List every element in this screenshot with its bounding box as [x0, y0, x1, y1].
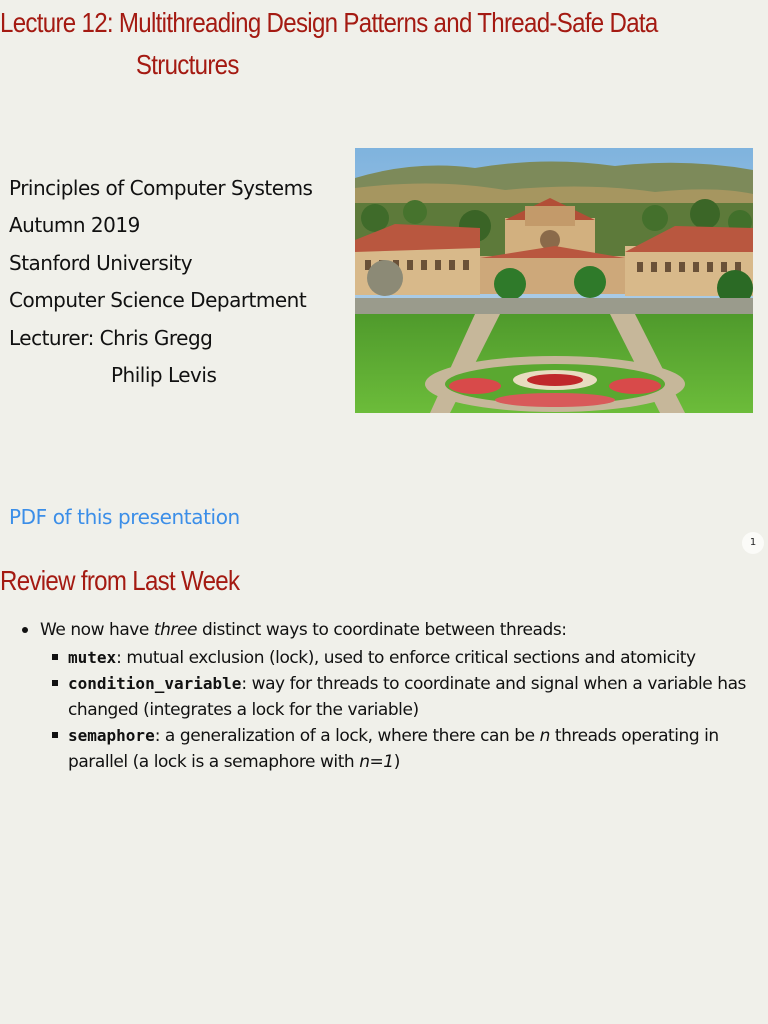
- intro-prefix: We now have: [40, 620, 154, 640]
- course-name: Principles of Computer Systems: [9, 176, 313, 200]
- department-name: Computer Science Department: [9, 288, 307, 313]
- lecture-title: [0, 2, 660, 86]
- sub-bullet-mutex: [68, 645, 752, 671]
- campus-illustration: [355, 148, 753, 413]
- semaphore-text-b: threads operating in parallel (a lock is a semaphore with: [68, 726, 719, 772]
- course-term: Autumn 2019: [9, 213, 140, 238]
- semaphore-em-n: n: [539, 726, 550, 746]
- university-name: Stanford University: [9, 250, 193, 275]
- semaphore-text-a: : a generalization of a lock, where there can be: [154, 726, 540, 746]
- bullet-intro: [22, 617, 752, 643]
- stanford-campus-photo: [355, 148, 753, 413]
- course-info: [9, 170, 312, 394]
- code-semaphore: semaphore: [68, 726, 155, 745]
- sub-bullet-semaphore: [68, 723, 752, 775]
- section-title: Review from Last Week: [0, 565, 240, 596]
- page-number-badge: 1: [742, 532, 764, 554]
- condition-variable-description: : way for threads to coordinate and signal when a variable has changed (integrates a lock for the variable): [68, 674, 746, 720]
- sub-bullet-condition-variable: [68, 671, 752, 723]
- lecture-title-line2: Structures: [135, 49, 239, 80]
- semaphore-em-n1: n=1: [359, 752, 394, 772]
- pdf-presentation-link[interactable]: PDF of this presentation: [9, 505, 240, 529]
- mutex-description: : mutual exclusion (lock), used to enforce critical sections and atomicity: [116, 648, 696, 668]
- code-mutex: mutex: [68, 648, 117, 667]
- intro-suffix: distinct ways to coordinate between threads:: [196, 620, 567, 640]
- bullet-list: [22, 617, 752, 775]
- sub-bullet-list: [22, 645, 752, 775]
- code-condition-variable: condition_variable: [68, 674, 242, 693]
- lecturer-line: Lecturer: Chris Gregg: [9, 325, 213, 350]
- lecturer-second: Philip Levis: [111, 363, 217, 388]
- lecture-title-line1: Lecture 12: Multithreading Design Patterns and Thread-Safe Data: [0, 7, 658, 38]
- intro-emphasis: three: [153, 620, 197, 640]
- semaphore-text-c: ): [393, 752, 400, 772]
